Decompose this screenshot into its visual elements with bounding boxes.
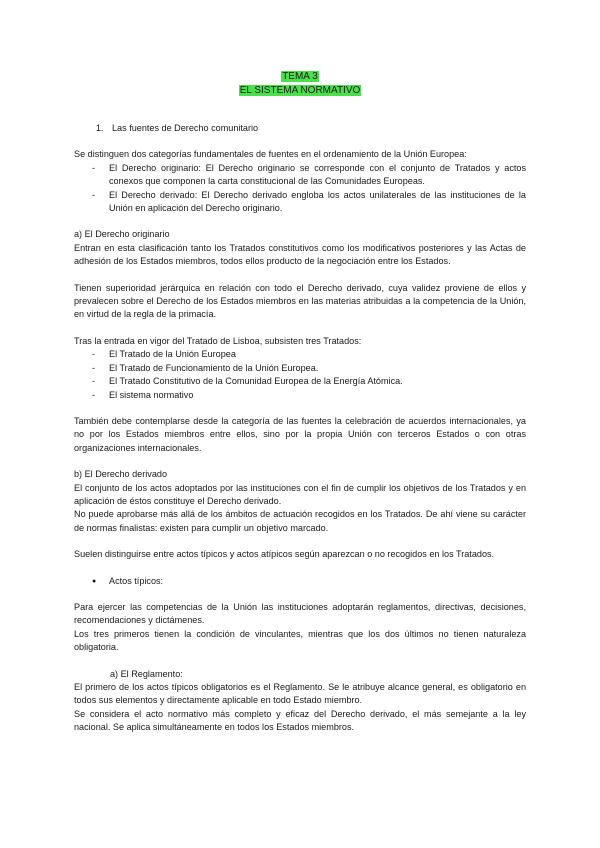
- title-topic: TEMA 3: [282, 71, 318, 82]
- list-item: - El Derecho derivado: El Derecho derivado engloba los actos unilaterales de las instituciones de la Unión en aplicación del Derecho originario.: [92, 189, 526, 216]
- list-item: - El sistema normativo: [92, 389, 526, 402]
- paragraph: Los tres primeros tienen la condición de vinculantes, mientras que los dos últimos no tienen naturaleza obligatoria.: [74, 628, 526, 653]
- title-subject: EL SISTEMA NORMATIVO: [239, 85, 361, 96]
- list-item: - El Tratado de la Unión Europea: [92, 348, 526, 361]
- paragraph: El primero de los actos típicos obligatorios es el Reglamento. Se le atribuye alcance general, es obligatorio en todos sus elementos y directamente aplicable en todo Estado miembro.: [74, 682, 526, 706]
- section-heading: 1. Las fuentes de Derecho comunitario: [106, 122, 526, 135]
- paragraph: El conjunto de los actos adoptados por las instituciones con el fin de cumplir los objetivos de los Tratados y en aplicación de éstos constituye el Derecho derivado.: [74, 482, 526, 506]
- sources-list: [74, 162, 526, 216]
- list-item: - El Derecho originario: El Derecho originario se corresponde con el conjunto de Tratados y actos conexos que componen la carta constitucional de las Comunidades Europeas.: [92, 162, 526, 189]
- treaties-list: [74, 348, 526, 402]
- section-list: [74, 122, 526, 135]
- typical-acts-list: [74, 575, 526, 588]
- paragraph: Entran en esta clasificación tanto los Tratados constitutivos como los modificativos posteriores y las Actas de adhesión de los Estados miembros, todos ellos producto de la negociación entre los Estados.: [74, 242, 526, 267]
- list-item: ● Actos típicos:: [92, 575, 526, 588]
- subheading-reglamento: a) El Reglamento:: [110, 668, 183, 679]
- paragraph: Tienen superioridad jerárquica en relación con todo el Derecho derivado, cuya validez proviene de ellos y prevalecen sobre el Derecho de los Estados miembros en las materias atribuidas a la competencia de la Unión, en virtud de la regla de la primacía.: [74, 282, 526, 320]
- subheading-originario: a) El Derecho originario: [74, 229, 170, 240]
- paragraph: Suelen distinguirse entre actos típicos y actos atípicos según aparezcan o no recogidos en los Tratados.: [74, 549, 495, 560]
- list-item: - El Tratado de Funcionamiento de la Unión Europea.: [92, 362, 526, 375]
- title-block: [74, 70, 526, 98]
- paragraph: Tras la entrada en vigor del Tratado de Lisboa, subsisten tres Tratados:: [74, 335, 362, 346]
- paragraph: No puede aprobarse más allá de los ámbitos de actuación recogidos en los Tratados. De ahí viene su carácter de normas finalistas: existen para cumplir un objetivo marcado.: [74, 509, 526, 533]
- paragraph: Se considera el acto normativo más completo y eficaz del Derecho derivado, el más semejante a la ley nacional. Se aplica simultáneamente en todos los Estados miembros.: [74, 708, 526, 733]
- list-item: - El Tratado Constitutivo de la Comunidad Europea de la Energía Atómica.: [92, 375, 526, 388]
- paragraph: Para ejercer las competencias de la Unión las instituciones adoptarán reglamentos, directivas, decisiones, recomendaciones y dictámenes.: [74, 601, 526, 626]
- subheading-derivado: b) El Derecho derivado: [74, 469, 168, 480]
- paragraph: También debe contemplarse desde la categoría de las fuentes la celebración de acuerdos internacionales, ya no por los Estados miembros entre ellos, sino por la propia Unión con terceros Estados o con otras organizaciones internacionales.: [74, 415, 526, 453]
- section-intro: Se distinguen dos categorías fundamentales de fuentes en el ordenamiento de la Unión Europea:: [74, 149, 467, 160]
